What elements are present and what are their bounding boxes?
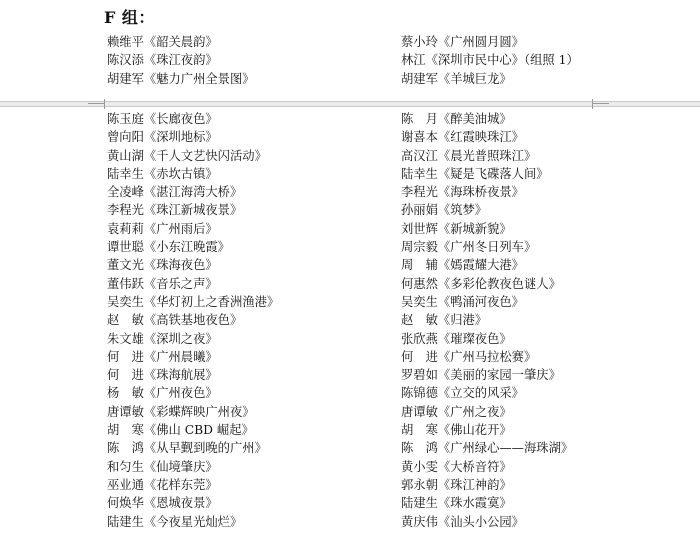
- list-item: 郭永朝《珠江神韵》: [401, 477, 512, 492]
- list-item: 陆建生《今夜星光灿烂》: [107, 514, 243, 529]
- second-section-right-column: [401, 110, 691, 531]
- list-item: 陈玉庭《长廊夜色》: [107, 112, 218, 126]
- list-item: 赵 敏《高铁基地夜色》: [107, 313, 243, 328]
- list-item: 何 进《珠海航展》: [107, 368, 218, 383]
- margin-corner-mark-right: [592, 99, 609, 109]
- list-item: 何惠然《多彩伦教夜色谜人》: [401, 276, 561, 291]
- list-item: 何 进《广州晨曦》: [107, 349, 218, 364]
- list-item: 张欣燕《璀璨夜色》: [401, 331, 512, 346]
- list-item: 周宗毅《广州冬日列车》: [401, 240, 537, 255]
- list-item: 曾向阳《深圳地标》: [107, 130, 218, 145]
- margin-corner-mark-left: [88, 99, 105, 109]
- list-item: 罗碧如《美丽的家园一肇庆》: [401, 368, 561, 383]
- second-section-left-column: [107, 110, 397, 531]
- list-item: 陆幸生《疑是飞碟落人间》: [401, 166, 549, 181]
- list-item: 蔡小玲《广州圆月圆》: [401, 35, 524, 49]
- list-item: 唐谭敏《广州之夜》: [401, 404, 512, 419]
- list-item: 陈汉添《珠江夜韵》: [107, 53, 218, 68]
- list-item: 胡 寒《佛山花开》: [401, 423, 512, 438]
- list-item: 胡建军《羊城巨龙》: [401, 71, 512, 86]
- list-item: 董伟跃《音乐之声》: [107, 276, 218, 291]
- list-item: 赖维平《韶关晨韵》: [107, 35, 218, 49]
- list-item: 胡 寒《佛山 CBD 崛起》: [107, 423, 254, 438]
- list-item: 孙丽娟《筑梦》: [401, 203, 488, 218]
- list-item: 吴奕生《鸭涌河夜色》: [401, 294, 524, 309]
- list-item: 谭世聪《小东江晚霞》: [107, 240, 230, 255]
- list-item: 巫业通《花样东莞》: [107, 477, 218, 492]
- list-item: 吴奕生《华灯初上之香洲渔港》: [107, 294, 280, 309]
- first-section-right-column: [401, 33, 691, 88]
- list-item: 赵 敏《归港》: [401, 313, 488, 328]
- list-item: 陈 鸿《广州绿心——海珠湖》: [401, 441, 574, 456]
- list-item: 何焕华《恩城夜景》: [107, 496, 218, 511]
- list-item: 全凌峰《湛江海湾大桥》: [107, 185, 243, 200]
- list-item: 李程光《海珠桥夜景》: [401, 185, 524, 200]
- list-item: 陆幸生《赤坎古镇》: [107, 166, 218, 181]
- list-item: 和匀生《仙境肇庆》: [107, 459, 218, 474]
- group-heading: F 组：: [104, 8, 155, 27]
- list-item: 黄庆伟《汕头小公园》: [401, 514, 524, 529]
- list-item: 周 辅《嫣霞耀大港》: [401, 258, 524, 273]
- first-section-left-column: [107, 33, 397, 88]
- list-item: 袁莉莉《广州雨后》: [107, 221, 218, 236]
- list-item: 黄山湖《千人文艺快闪活动》: [107, 148, 267, 163]
- list-item: 陆建生《珠水霞寞》: [401, 496, 512, 511]
- list-item: 黄小雯《大桥音符》: [401, 459, 512, 474]
- list-item: 李程光《珠江新城夜景》: [107, 203, 243, 218]
- list-item: 胡建军《魅力广州全景图》: [107, 71, 255, 86]
- list-item: 陈 鸿《从早觐到晚的广州》: [107, 441, 267, 456]
- list-item: 谢喜本《红霞映珠江》: [401, 130, 524, 145]
- list-item: 何 进《广州马拉松赛》: [401, 349, 537, 364]
- list-item: 高汉江《晨光普照珠江》: [401, 148, 537, 163]
- list-item: 董文光《珠海夜色》: [107, 258, 218, 273]
- list-item: 陈 月《醉美油城》: [401, 112, 512, 126]
- list-item: 林江《深圳市民中心》（组照 1）: [401, 53, 579, 68]
- list-item: 陈锦德《立交的风采》: [401, 386, 524, 401]
- list-item: 唐谭敏《彩蝶辉映广州夜》: [107, 404, 255, 419]
- list-item: 刘世辉《新城新貌》: [401, 221, 512, 236]
- list-item: 朱文雄《深圳之夜》: [107, 331, 218, 346]
- list-item: 杨 敏《广州夜色》: [107, 386, 218, 401]
